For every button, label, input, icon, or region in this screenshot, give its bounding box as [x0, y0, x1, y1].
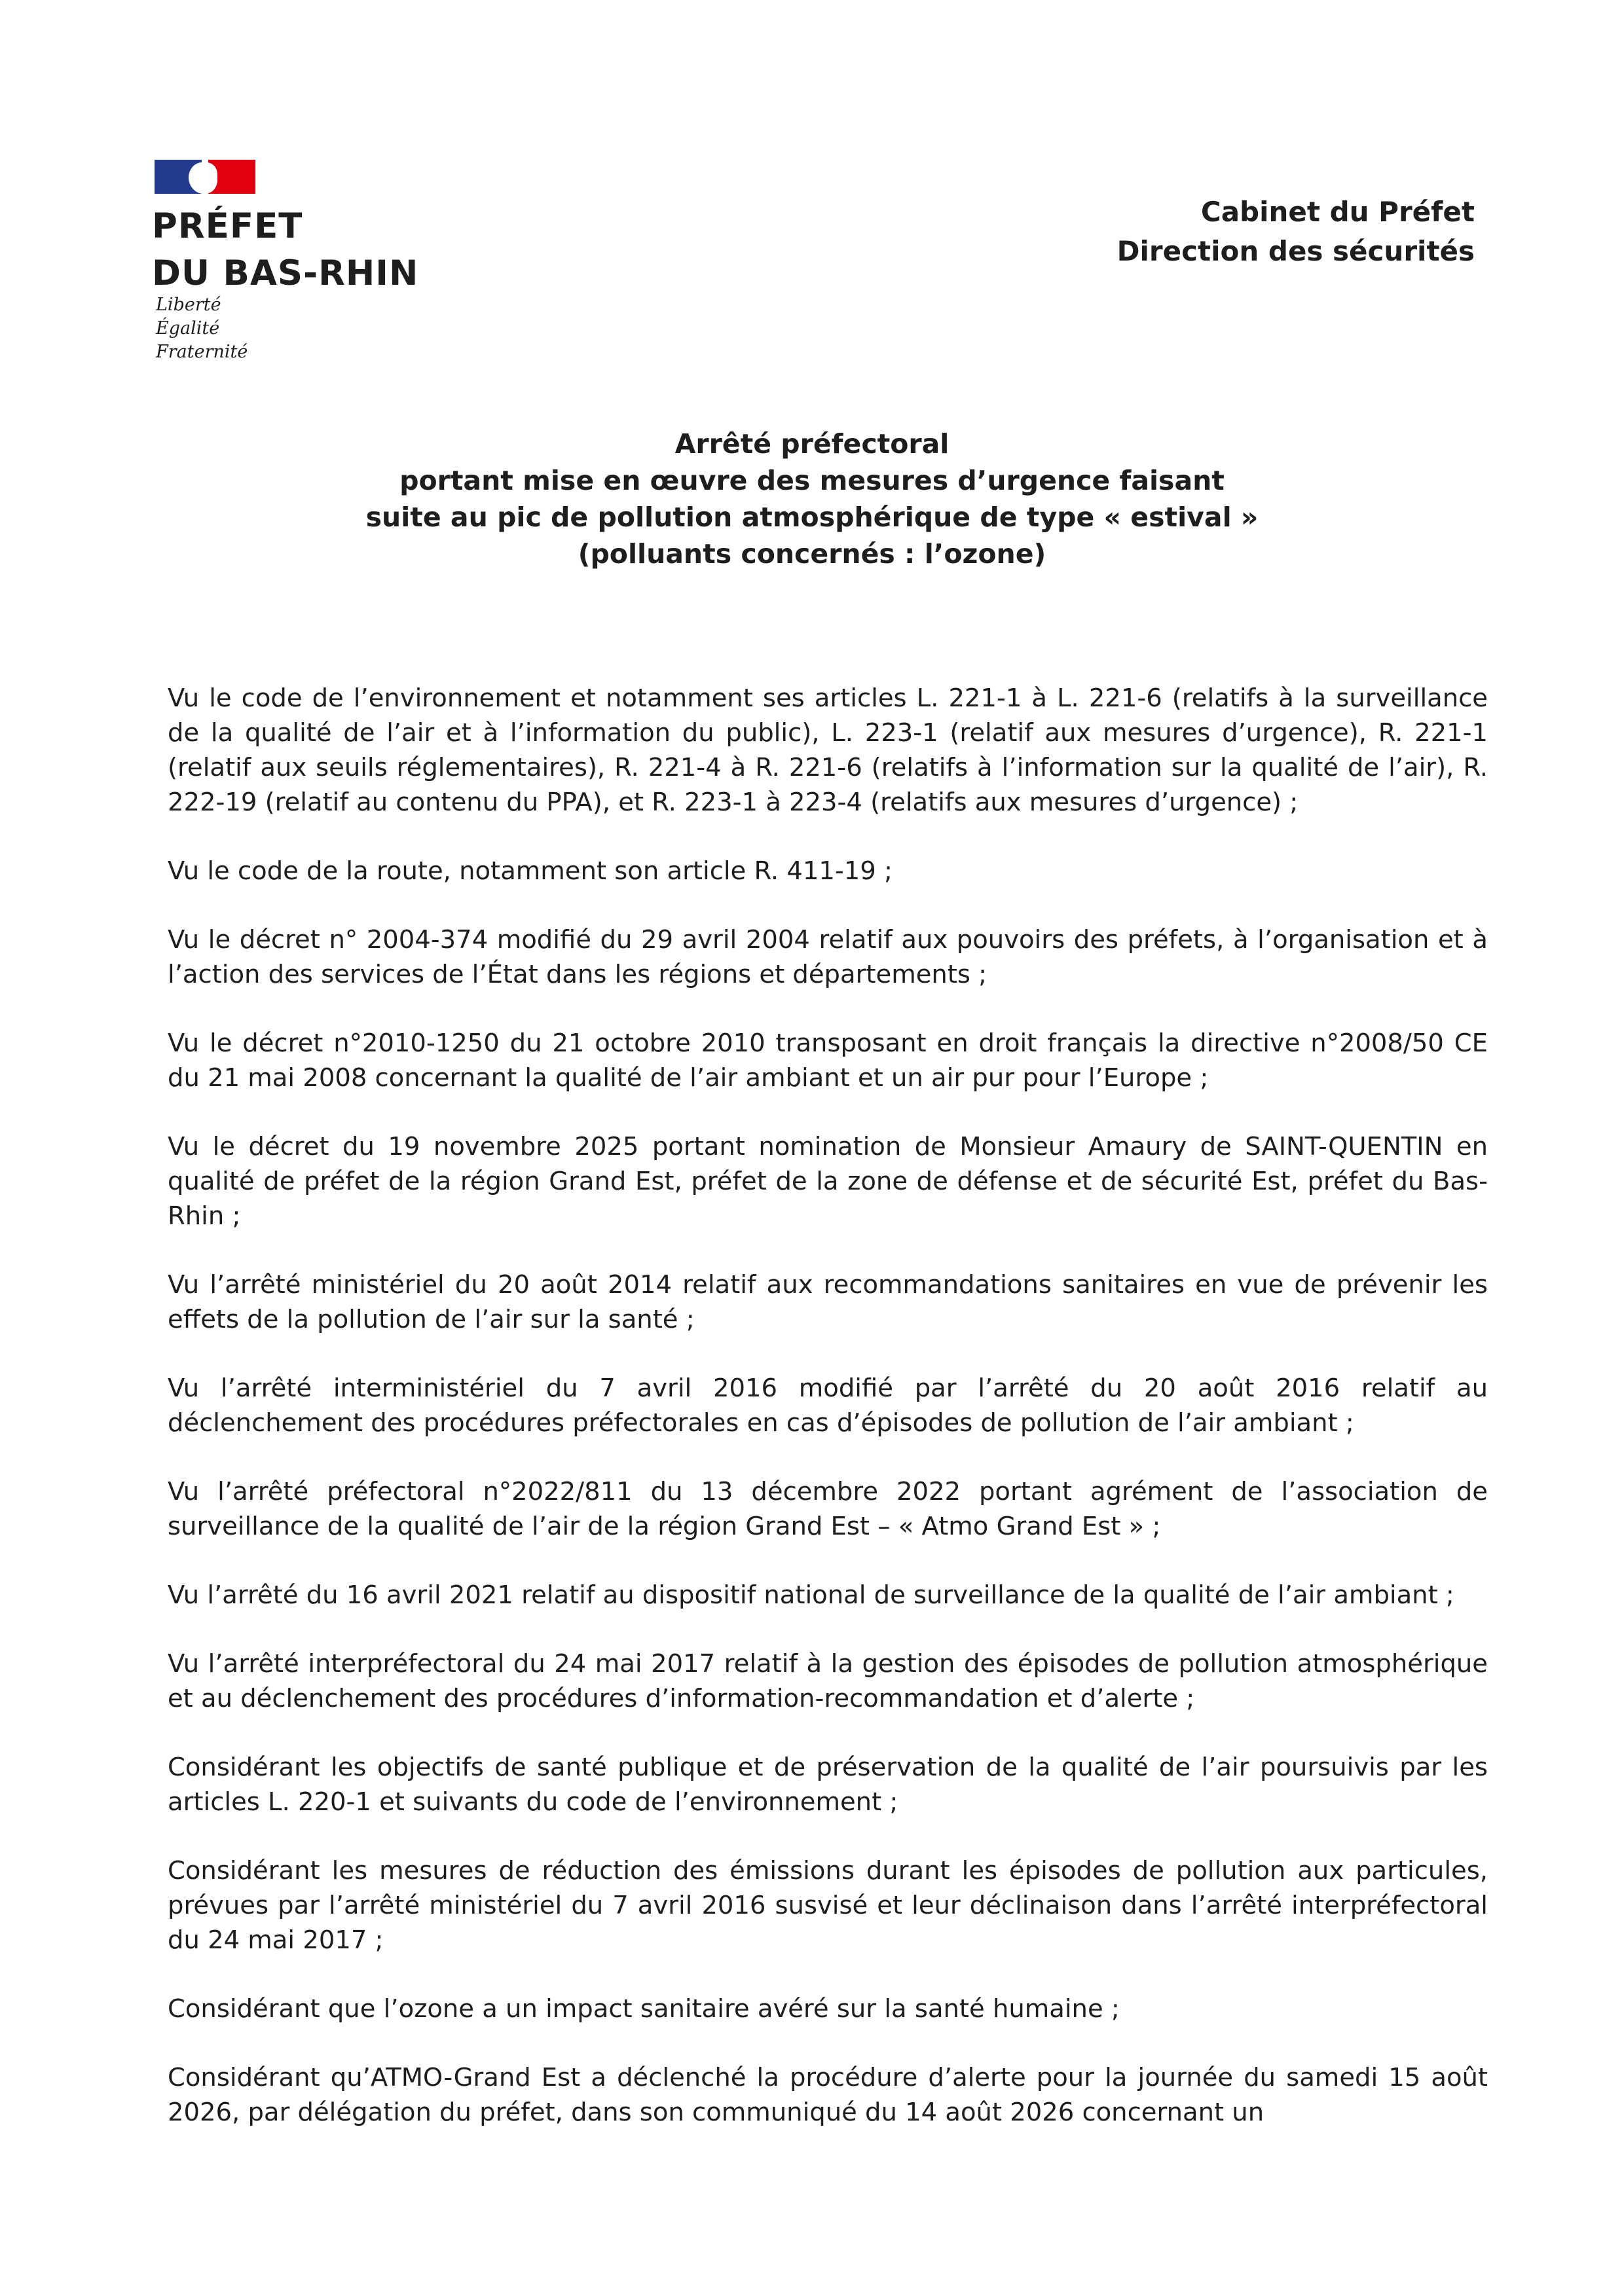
considerant-paragraph: Considérant que l’ozone a un impact sanitaire avéré sur la santé humaine ;	[168, 1994, 1120, 2024]
visa-paragraph: Vu l’arrêté interministériel du 7 avril 2016 modifié par l’arrêté du 20 août 2016 relatif au déclenchement des procédures préfectorales en cas d’épisodes de pollution de l’air ambiant ;	[168, 1374, 1488, 1438]
issuer-line-1: PRÉFET	[152, 206, 303, 246]
marianne-logo-icon	[155, 160, 325, 196]
motto-egalite: Égalité	[156, 318, 220, 338]
visa-paragraph: Vu le code de l’environnement et notamment ses articles L. 221-1 à L. 221-6 (relatifs à la surveillance de la qualité de l’air et à l’information du public), L. 223-1 (relatif aux mesures d’urgence), R. 221-1 (relatif aux seuils réglementaires), R. 221-4 à R. 221-6 (relatifs à l’information sur la qualité de l’air), R. 222-19 (relatif au contenu du PPA), et R. 223-1 à 223-4 (relatifs aux mesures d’urgence) ;	[168, 683, 1488, 817]
service-line-2: Direction des sécurités	[1116, 235, 1475, 267]
title-line-3: suite au pic de pollution atmosphérique de type « estival »	[365, 501, 1259, 533]
motto-fraternite: Fraternité	[156, 342, 248, 362]
title-line-1: Arrêté préfectoral	[674, 428, 950, 460]
document-title	[196, 426, 1428, 572]
service-line-1: Cabinet du Préfet	[1200, 196, 1475, 228]
considerant-paragraph: Considérant qu’ATMO-Grand Est a déclenché la procédure d’alerte pour la journée du samedi 15 août 2026, par délégation du préfet, dans son communiqué du 14 août 2026 concernant un	[168, 2063, 1488, 2127]
title-line-4: (polluants concernés : l’ozone)	[578, 538, 1046, 570]
republic-motto	[156, 293, 248, 364]
considerant-paragraph: Considérant les objectifs de santé publique et de préservation de la qualité de l’air poursuivis par les articles L. 220-1 et suivants du code de l’environnement ;	[168, 1753, 1488, 1817]
visa-paragraph: Vu le code de la route, notamment son article R. 411-19 ;	[168, 856, 893, 886]
marianne-profile	[189, 162, 217, 194]
issuer-line-2: DU BAS-RHIN	[152, 253, 419, 293]
visa-paragraph: Vu l’arrêté préfectoral n°2022/811 du 13 décembre 2022 portant agrément de l’association de surveillance de la qualité de l’air de la région Grand Est – « Atmo Grand Est » ;	[168, 1477, 1488, 1541]
title-line-2: portant mise en œuvre des mesures d’urgence faisant	[399, 465, 1225, 496]
issuer-name	[152, 203, 418, 297]
service-block	[1117, 192, 1475, 271]
visa-paragraph: Vu l’arrêté du 16 avril 2021 relatif au dispositif national de surveillance de la qualité de l’air ambiant ;	[168, 1580, 1454, 1610]
visa-paragraph: Vu le décret n° 2004-374 modifié du 29 avril 2004 relatif aux pouvoirs des préfets, à l’organisation et à l’action des services de l’État dans les régions et départements ;	[168, 925, 1488, 989]
motto-liberte: Liberté	[156, 295, 221, 315]
visa-paragraph: Vu l’arrêté interpréfectoral du 24 mai 2017 relatif à la gestion des épisodes de pollution atmosphérique et au déclenchement des procédures d’information-recommandation et d’alerte ;	[168, 1649, 1488, 1713]
visa-paragraph: Vu l’arrêté ministériel du 20 août 2014 relatif aux recommandations sanitaires en vue de prévenir les effets de la pollution de l’air sur la santé ;	[168, 1270, 1488, 1334]
visa-paragraph: Vu le décret n°2010-1250 du 21 octobre 2010 transposant en droit français la directive n°2008/50 CE du 21 mai 2008 concernant la qualité de l’air ambiant et un air pur pour l’Europe ;	[168, 1029, 1488, 1093]
considerant-paragraph: Considérant les mesures de réduction des émissions durant les épisodes de pollution aux particules, prévues par l’arrêté ministériel du 7 avril 2016 susvisé et leur déclinaison dans l’arrêté interpréfectoral du 24 mai 2017 ;	[168, 1856, 1488, 1955]
document-body	[168, 681, 1488, 2164]
visa-paragraph: Vu le décret du 19 novembre 2025 portant nomination de Monsieur Amaury de SAINT-QUENTIN en qualité de préfet de la région Grand Est, préfet de la zone de défense et de sécurité Est, préfet du Bas-Rhin ;	[168, 1132, 1488, 1231]
